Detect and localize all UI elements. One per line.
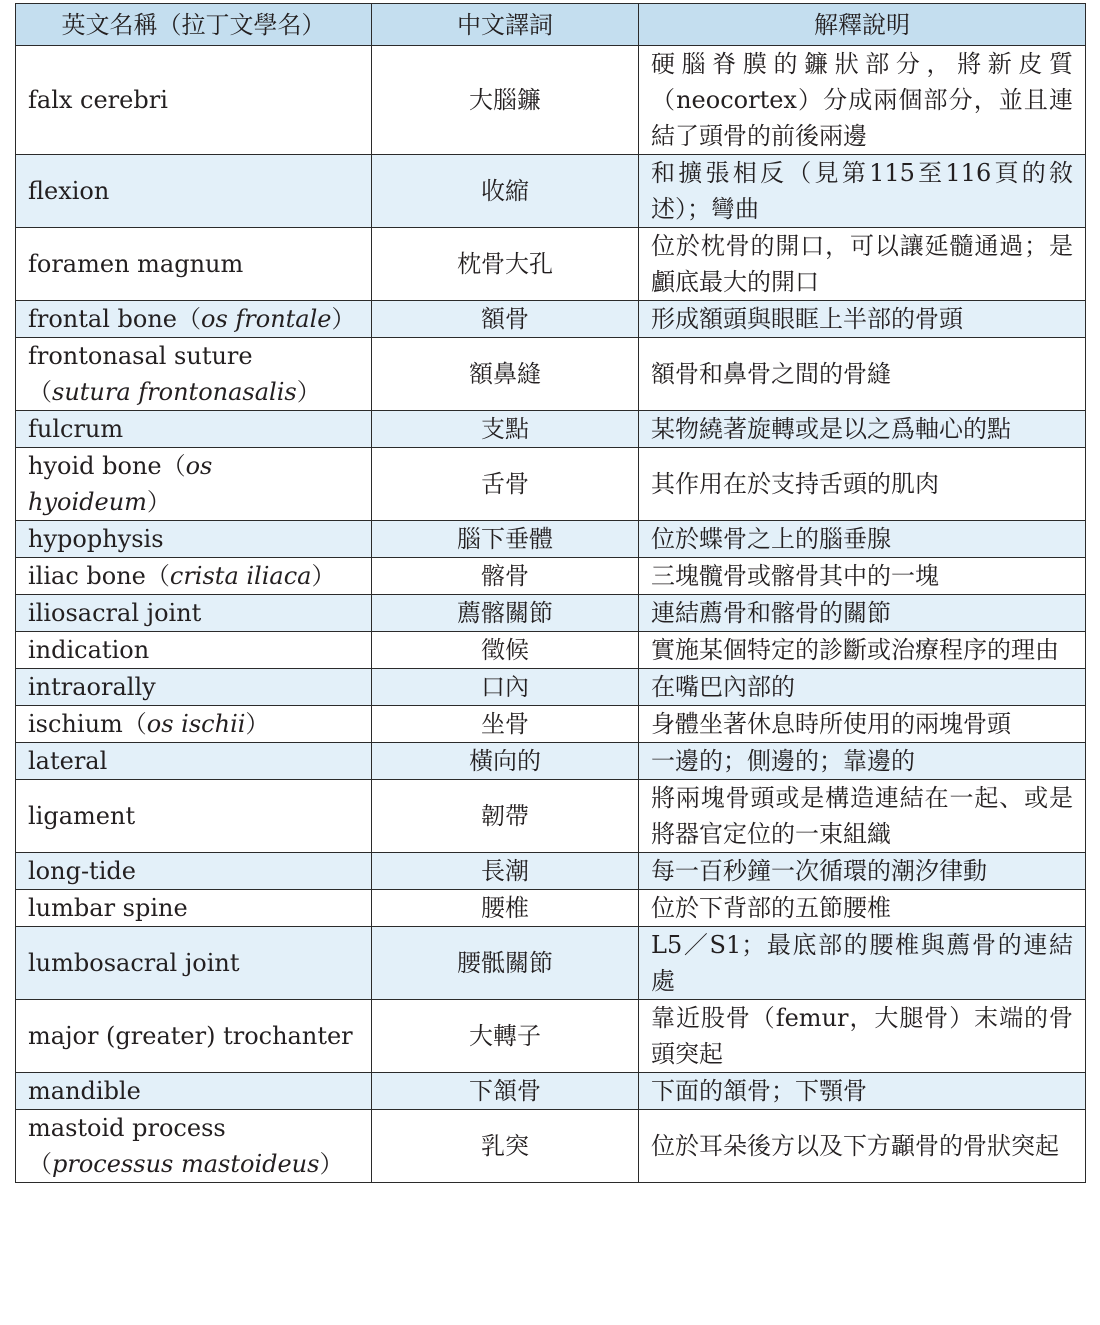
english-term-cell <box>16 669 372 706</box>
chinese-term: 髂骨 <box>372 558 639 595</box>
explanation-text: 形成額頭與眼眶上半部的骨頭 <box>639 301 1086 338</box>
header-chinese-term: 中文譯詞 <box>372 4 639 46</box>
table-row <box>16 927 1086 1000</box>
english-term: major (greater) trochanter <box>28 1022 353 1050</box>
table-row <box>16 46 1086 155</box>
english-term: mastoid process <box>28 1114 226 1142</box>
english-term: mandible <box>28 1077 141 1105</box>
english-term-cell <box>16 338 372 411</box>
english-term-cell <box>16 155 372 228</box>
paren-close: ） <box>245 710 270 738</box>
paren-close: ） <box>331 305 356 333</box>
latin-name: crista iliaca <box>169 562 312 590</box>
chinese-term: 韌帶 <box>372 780 639 853</box>
english-term-cell <box>16 521 372 558</box>
chinese-term: 額鼻縫 <box>372 338 639 411</box>
header-explanation: 解釋說明 <box>639 4 1086 46</box>
english-term: ischium <box>28 710 123 738</box>
explanation-text: 三塊髖骨或髂骨其中的一塊 <box>639 558 1086 595</box>
chinese-term: 大腦鐮 <box>372 46 639 155</box>
paren-close: ） <box>319 1150 344 1178</box>
table-row <box>16 521 1086 558</box>
english-term-cell <box>16 632 372 669</box>
english-term-cell <box>16 890 372 927</box>
table-row <box>16 448 1086 521</box>
explanation-text: 靠近股骨（femur，大腿骨）末端的骨頭突起 <box>639 1000 1086 1073</box>
english-term: lumbar spine <box>28 894 188 922</box>
explanation-text: 某物繞著旋轉或是以之爲軸心的點 <box>639 411 1086 448</box>
english-term: hyoid bone <box>28 452 162 480</box>
paren-close: ） <box>296 378 321 406</box>
table-row <box>16 228 1086 301</box>
english-term: hypophysis <box>28 525 164 553</box>
explanation-text: 連結薦骨和髂骨的關節 <box>639 595 1086 632</box>
english-term: ligament <box>28 802 136 830</box>
explanation-text: 位於蝶骨之上的腦垂腺 <box>639 521 1086 558</box>
chinese-term: 徵候 <box>372 632 639 669</box>
english-term-cell <box>16 448 372 521</box>
english-term-cell <box>16 853 372 890</box>
chinese-term: 乳突 <box>372 1110 639 1183</box>
table-row <box>16 338 1086 411</box>
explanation-text: 位於下背部的五節腰椎 <box>639 890 1086 927</box>
latin-name: os hyoideum <box>28 452 213 516</box>
explanation-text: L5／S1；最底部的腰椎與薦骨的連結處 <box>639 927 1086 1000</box>
explanation-text: 位於耳朵後方以及下方顳骨的骨狀突起 <box>639 1110 1086 1183</box>
explanation-text: 在嘴巴內部的 <box>639 669 1086 706</box>
chinese-term: 口內 <box>372 669 639 706</box>
english-term: frontonasal suture <box>28 342 253 370</box>
english-term-cell <box>16 1000 372 1073</box>
explanation-text: 其作用在於支持舌頭的肌肉 <box>639 448 1086 521</box>
chinese-term: 舌骨 <box>372 448 639 521</box>
english-term: iliac bone <box>28 562 146 590</box>
chinese-term: 腦下垂體 <box>372 521 639 558</box>
english-term: indication <box>28 636 150 664</box>
chinese-term: 坐骨 <box>372 706 639 743</box>
table-row <box>16 411 1086 448</box>
explanation-text: 身體坐著休息時所使用的兩塊骨頭 <box>639 706 1086 743</box>
english-term: fulcrum <box>28 415 124 443</box>
table-row <box>16 1110 1086 1183</box>
table-row <box>16 853 1086 890</box>
english-term: foramen magnum <box>28 250 244 278</box>
paren-open: （ <box>177 305 201 333</box>
english-term-cell <box>16 927 372 1000</box>
chinese-term: 腰骶關節 <box>372 927 639 1000</box>
table-row <box>16 706 1086 743</box>
chinese-term: 大轉子 <box>372 1000 639 1073</box>
english-term: intraorally <box>28 673 156 701</box>
table-row <box>16 1073 1086 1110</box>
chinese-term: 支點 <box>372 411 639 448</box>
chinese-term: 下頷骨 <box>372 1073 639 1110</box>
header-english-name: 英文名稱（拉丁文學名） <box>16 4 372 46</box>
paren-open: （ <box>28 378 52 406</box>
english-term-cell <box>16 228 372 301</box>
explanation-text: 額骨和鼻骨之間的骨縫 <box>639 338 1086 411</box>
paren-open: （ <box>145 562 170 590</box>
english-term-cell <box>16 595 372 632</box>
glossary-table <box>15 3 1086 1183</box>
table-row <box>16 743 1086 780</box>
latin-name: processus mastoideus <box>52 1150 320 1178</box>
english-term-cell <box>16 706 372 743</box>
chinese-term: 收縮 <box>372 155 639 228</box>
table-row <box>16 890 1086 927</box>
table-header <box>16 4 1086 46</box>
table-row <box>16 155 1086 228</box>
explanation-text: 位於枕骨的開口，可以讓延髓通過；是顱底最大的開口 <box>639 228 1086 301</box>
english-term: flexion <box>28 177 110 205</box>
explanation-text: 一邊的；側邊的；靠邊的 <box>639 743 1086 780</box>
chinese-term: 長潮 <box>372 853 639 890</box>
english-term-cell <box>16 411 372 448</box>
header-row <box>16 4 1086 46</box>
explanation-text: 實施某個特定的診斷或治療程序的理由 <box>639 632 1086 669</box>
paren-close: ） <box>146 488 171 516</box>
table-row <box>16 632 1086 669</box>
table-row <box>16 780 1086 853</box>
latin-name: os ischii <box>146 710 246 738</box>
explanation-text: 硬腦脊膜的鐮狀部分，將新皮質（neocortex）分成兩個部分，並且連結了頭骨的前後兩邊 <box>639 46 1086 155</box>
chinese-term: 橫向的 <box>372 743 639 780</box>
english-term-cell <box>16 46 372 155</box>
paren-open: （ <box>161 452 186 480</box>
latin-name: os frontale <box>201 305 332 333</box>
table-row <box>16 1000 1086 1073</box>
paren-open: （ <box>28 1150 52 1178</box>
english-term: lateral <box>28 747 108 775</box>
english-term-cell <box>16 743 372 780</box>
table-row <box>16 301 1086 338</box>
chinese-term: 腰椎 <box>372 890 639 927</box>
explanation-text: 下面的頷骨；下顎骨 <box>639 1073 1086 1110</box>
english-term: falx cerebri <box>28 86 168 114</box>
english-term-cell <box>16 301 372 338</box>
chinese-term: 薦髂關節 <box>372 595 639 632</box>
table-row <box>16 558 1086 595</box>
latin-name: sutura frontonasalis <box>52 378 297 406</box>
paren-close: ） <box>311 562 336 590</box>
english-term: iliosacral joint <box>28 599 202 627</box>
english-term: lumbosacral joint <box>28 949 240 977</box>
explanation-text: 和擴張相反（見第115至116頁的敘述）；彎曲 <box>639 155 1086 228</box>
explanation-text: 將兩塊骨頭或是構造連結在一起、或是將器官定位的一束組織 <box>639 780 1086 853</box>
explanation-text: 每一百秒鐘一次循環的潮汐律動 <box>639 853 1086 890</box>
chinese-term: 額骨 <box>372 301 639 338</box>
table-row <box>16 669 1086 706</box>
english-term-cell <box>16 1073 372 1110</box>
table-body <box>16 46 1086 1183</box>
english-term-cell <box>16 780 372 853</box>
chinese-term: 枕骨大孔 <box>372 228 639 301</box>
english-term-cell <box>16 558 372 595</box>
english-term: frontal bone <box>28 305 177 333</box>
english-term-cell <box>16 1110 372 1183</box>
table-row <box>16 595 1086 632</box>
english-term: long-tide <box>28 857 136 885</box>
paren-open: （ <box>122 710 147 738</box>
